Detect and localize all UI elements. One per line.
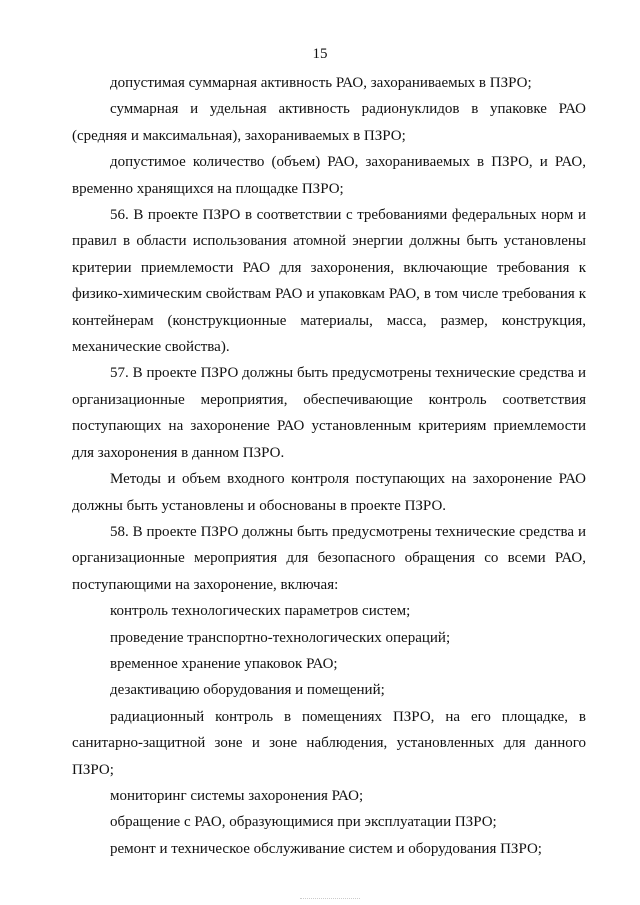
paragraph-57: 57. В проекте ПЗРО должны быть предусмотрены технические средства и организационные мероприятия, обеспечивающие контроль соответствия поступающих на захоронение РАО установленным критериям приемлемости для захоронения в данном ПЗРО. [72,365,586,461]
paragraph-56: 56. В проекте ПЗРО в соответствии с требованиями федеральных норм и правил в области использования атомной энергии должны быть установлены критерии приемлемости РАО для захоронения, включающие требования к физико-химическим свойствам РАО и упаковкам РАО, в том числе требования к контейнерам (конструкционные материалы, масса, размер, конструкция, механические свойства). [72,207,586,356]
list-item-transport-operations: проведение транспортно-технологических операций; [110,629,451,646]
page-number: 15 [312,46,328,62]
list-item-permissible-quantity: допустимое количество (объем) РАО, захораниваемых в ПЗРО, и РАО, временно хранящихся на площадке ПЗРО; [72,154,586,197]
list-item-radiation-control: радиационный контроль в помещениях ПЗРО, на его площадке, в санитарно-защитной зоне и зоне наблюдения, установленных для данного ПЗРО; [72,708,586,778]
paragraph-input-control: Методы и объем входного контроля поступающих на захоронение РАО должны быть установлены и обоснованы в проекте ПЗРО. [72,471,586,514]
list-item-temporary-storage: временное хранение упаковок РАО; [110,655,338,672]
list-item-maintenance: ремонт и техническое обслуживание систем и оборудования ПЗРО; [110,840,542,857]
scan-edge-mark [300,898,360,901]
paragraph-58: 58. В проекте ПЗРО должны быть предусмотрены технические средства и организационные мероприятия для безопасного обращения со всеми РАО, поступающими на захоронение, включая: [72,523,586,593]
list-item-total-activity: допустимая суммарная активность РАО, захораниваемых в ПЗРО; [110,75,532,91]
list-item-decontamination: дезактивацию оборудования и помещений; [110,682,385,699]
document-body [72,70,586,862]
list-item-waste-handling: обращение с РАО, образующимися при эксплуатации ПЗРО; [110,814,497,831]
list-item-process-control: контроль технологических параметров систем; [110,603,411,620]
list-item-monitoring: мониторинг системы захоронения РАО; [110,787,364,804]
list-item-specific-activity: суммарная и удельная активность радионуклидов в упаковке РАО (средняя и максимальная), захораниваемых в ПЗРО; [72,101,586,144]
